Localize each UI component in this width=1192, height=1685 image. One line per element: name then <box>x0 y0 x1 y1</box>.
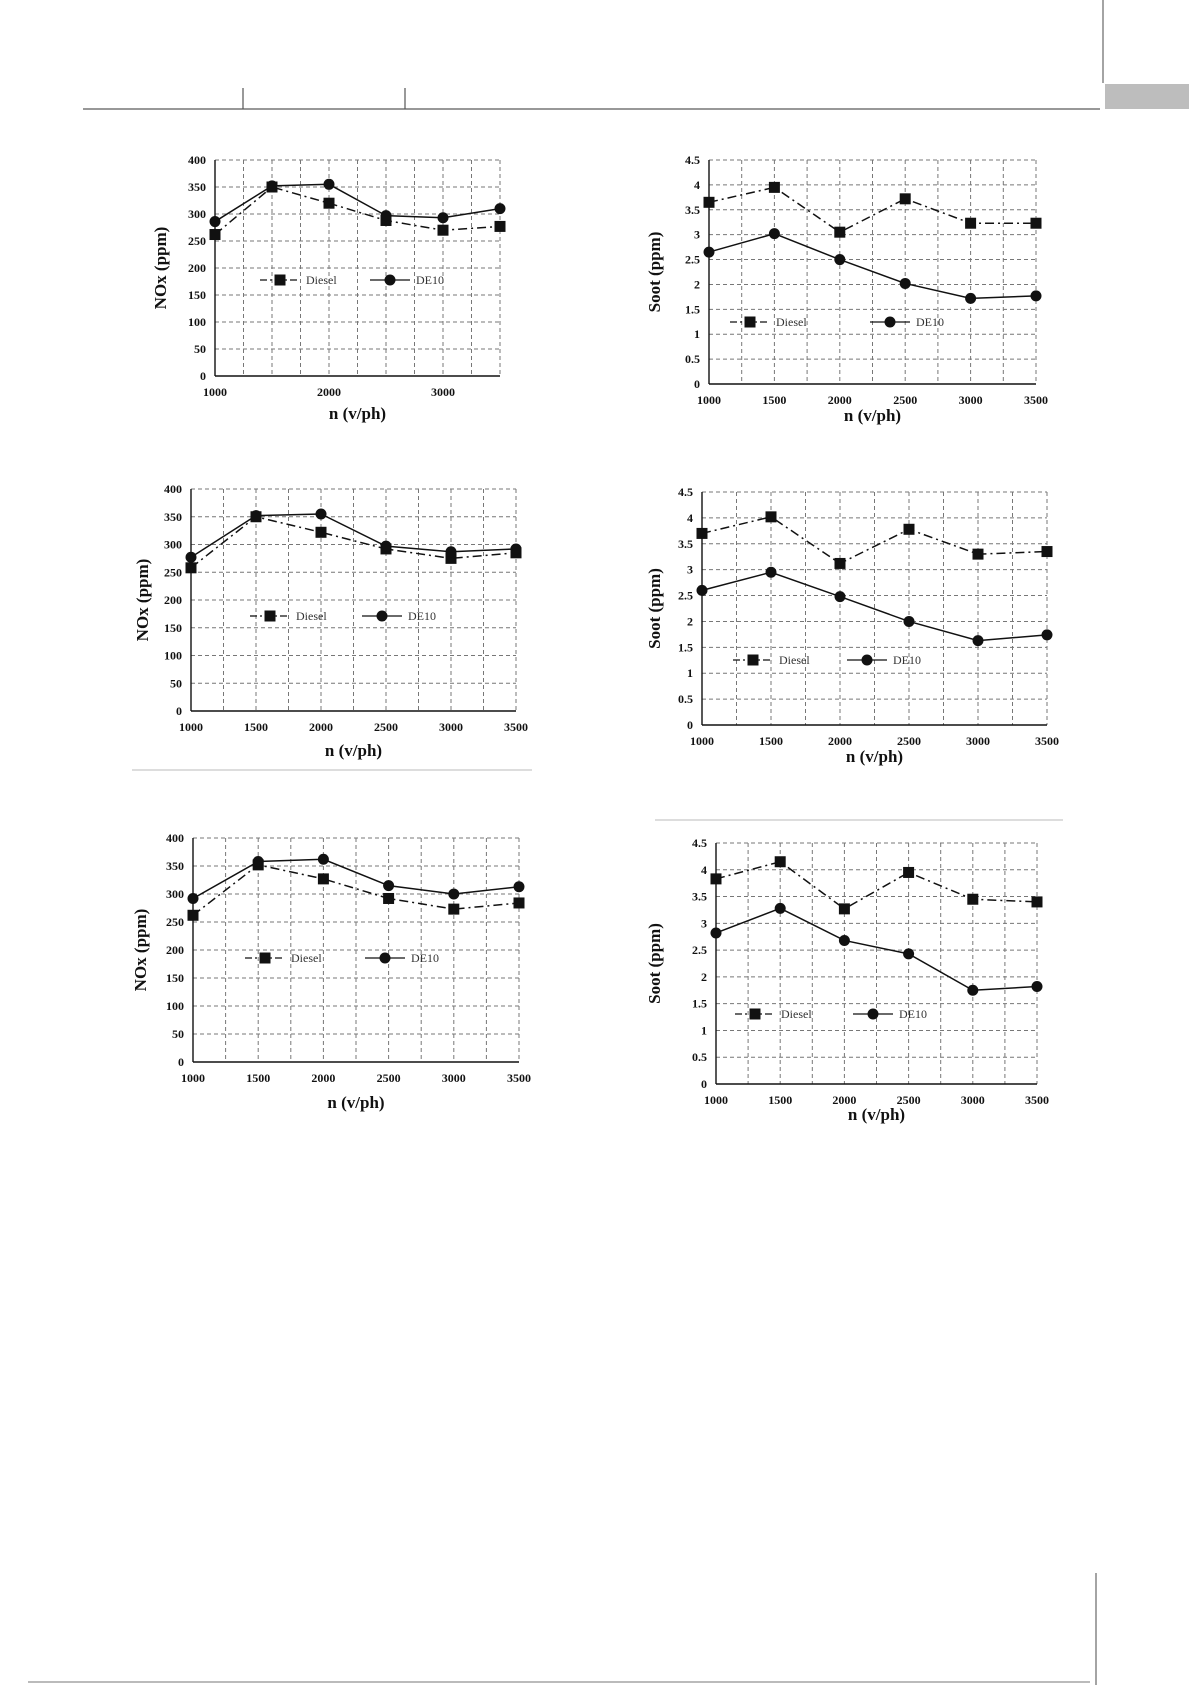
chart-6-x-tick-label: 1000 <box>704 1093 728 1107</box>
chart-4-y-tick-label: 2 <box>687 614 693 629</box>
chart-2-y-tick-label: 4 <box>694 177 700 192</box>
chart-6-point-diesel <box>711 873 722 884</box>
chart-6-y-tick-label: 2.5 <box>692 943 707 958</box>
chart-4-y-axis-title: Soot (ppm) <box>645 568 664 649</box>
chart-1-legend-label: DE10 <box>416 273 444 287</box>
chart-2-x-tick-label: 3000 <box>958 393 983 407</box>
chart-6-point-de10 <box>967 985 978 996</box>
chart-6-y-tick-label: 4 <box>701 862 707 877</box>
chart-3-x-tick-label: 2000 <box>309 720 333 734</box>
chart-2-y-tick-label: 1 <box>694 327 700 342</box>
chart-3-y-tick-label: 400 <box>164 482 182 496</box>
chart-2-y-tick-label: 1.5 <box>685 302 700 317</box>
chart-2-y-tick-label: 2.5 <box>685 252 700 267</box>
chart-6-legend <box>735 1007 927 1021</box>
chart-4-y-tick-label: 3.5 <box>678 536 693 551</box>
chart-1-x-tick-label: 2000 <box>317 385 341 399</box>
chart-6-legend-label: Diesel <box>781 1007 812 1021</box>
chart-4-x-tick-label: 2500 <box>897 734 921 748</box>
chart-1-x-tick-label: 1000 <box>203 385 227 399</box>
chart-5-y-tick-label: 0 <box>178 1055 184 1069</box>
chart-4-x-tick-label: 3500 <box>1035 734 1059 748</box>
chart-1-y-tick-label: 400 <box>188 153 206 167</box>
chart-2-y-tick-label: 4.5 <box>685 153 700 167</box>
chart-6-x-tick-label: 3500 <box>1025 1093 1049 1107</box>
chart-4-y-tick-label: 4.5 <box>678 485 693 499</box>
chart-4-x-tick-label: 2000 <box>828 734 852 748</box>
chart-6-point-de10 <box>839 935 850 946</box>
chart-6-point-diesel <box>1032 896 1043 907</box>
chart-6-y-tick-label: 3 <box>701 916 707 931</box>
chart-2-y-tick-label: 2 <box>694 277 700 292</box>
chart-2-x-tick-label: 2500 <box>893 393 918 407</box>
chart-4-y-tick-label: 2.5 <box>678 588 693 603</box>
chart-5-x-tick-label: 2000 <box>311 1071 336 1085</box>
chart-3-legend-label: DE10 <box>408 609 436 623</box>
chart-5-legend-label: DE10 <box>411 951 439 965</box>
chart-3-y-tick-label: 200 <box>164 593 182 607</box>
chart-2-x-tick-label: 1000 <box>697 393 721 407</box>
chart-1-y-tick-label: 0 <box>200 369 206 383</box>
chart-6-x-tick-label: 2000 <box>832 1093 857 1107</box>
chart-6-y-axis-title: Soot (ppm) <box>645 923 664 1004</box>
chart-1-y-tick-label: 300 <box>188 207 206 221</box>
chart-1-y-tick-label: 200 <box>188 261 206 275</box>
chart-3-legend-label: Diesel <box>296 609 327 623</box>
chart-6-grid <box>716 843 1037 1084</box>
chart-5-x-tick-label: 1500 <box>246 1071 271 1085</box>
chart-4-y-tick-label: 1 <box>687 666 693 681</box>
chart-4-legend-label: Diesel <box>779 653 810 667</box>
chart-6-y-tick-label: 1 <box>701 1023 707 1038</box>
chart-5-y-tick-label: 350 <box>166 859 184 873</box>
chart-6-point-de10 <box>775 903 786 914</box>
chart-3-x-axis-title: n (v/ph) <box>324 741 383 760</box>
chart-5-y-tick-label: 250 <box>166 915 184 929</box>
chart-1-legend-label: Diesel <box>306 273 337 287</box>
chart-6-x-tick-label: 3000 <box>960 1093 985 1107</box>
chart-6-legend-marker <box>750 1009 761 1020</box>
chart-4-legend-label: DE10 <box>893 653 921 667</box>
chart-2-x-axis-title: n (v/ph) <box>843 406 902 425</box>
chart-6-point-diesel <box>967 894 978 905</box>
chart-6-x-tick-label: 2500 <box>896 1093 921 1107</box>
chart-6-y-tick-label: 2 <box>701 969 707 984</box>
chart-6-legend-label: DE10 <box>899 1007 927 1021</box>
chart-4-y-tick-label: 0.5 <box>678 692 693 707</box>
chart-6-point-de10 <box>711 927 722 938</box>
chart-3-x-tick-label: 1500 <box>244 720 268 734</box>
chart-3-x-tick-label: 3000 <box>439 720 463 734</box>
chart-6-point-de10 <box>903 948 914 959</box>
chart-3-y-tick-label: 250 <box>164 565 182 580</box>
chart-3-y-tick-label: 50 <box>170 676 182 691</box>
chart-3-y-tick-label: 0 <box>176 704 182 718</box>
chart-6-legend-marker <box>868 1009 879 1020</box>
chart-6-x-axis-title: n (v/ph) <box>847 1105 906 1124</box>
chart-3-y-tick-label: 350 <box>164 509 182 524</box>
chart-4-x-tick-label: 1000 <box>690 734 714 748</box>
chart-6-y-tick-label: 0.5 <box>692 1050 707 1065</box>
chart-6-point-diesel <box>775 856 786 867</box>
chart-5-x-axis-title: n (v/ph) <box>327 1093 385 1112</box>
chart-2-legend-label: DE10 <box>916 315 944 329</box>
chart-3-x-tick-label: 1000 <box>179 720 203 734</box>
chart-5-legend-label: Diesel <box>291 951 322 965</box>
chart-2-y-axis-title: Soot (ppm) <box>645 231 664 313</box>
chart-2-x-tick-label: 3500 <box>1024 393 1048 407</box>
chart-6-x-tick-label: 1500 <box>768 1093 793 1107</box>
chart-3-y-tick-label: 300 <box>164 537 182 552</box>
chart-6-y-tick-label: 1.5 <box>692 996 707 1011</box>
chart-6-point-diesel <box>903 867 914 878</box>
chart-3-y-tick-label: 150 <box>164 620 182 635</box>
chart-2-legend-label: Diesel <box>776 315 807 329</box>
chart-5-x-tick-label: 3000 <box>441 1071 466 1085</box>
chart-6-y-tick-label: 3.5 <box>692 889 707 904</box>
chart-4-y-tick-label: 3 <box>687 562 693 577</box>
chart-5-y-tick-label: 100 <box>166 999 184 1013</box>
chart-1-y-tick-label: 350 <box>188 180 206 194</box>
chart-4-x-tick-label: 3000 <box>966 734 990 748</box>
chart-4-x-axis-title: n (v/ph) <box>845 747 904 766</box>
chart-1-y-tick-label: 50 <box>194 342 206 356</box>
chart-1-x-axis-title: n (v/ph) <box>328 404 387 423</box>
chart-1-y-tick-label: 100 <box>188 315 206 329</box>
chart-5-y-tick-label: 400 <box>166 831 184 845</box>
chart-1-y-axis-title: NOx (ppm) <box>151 226 170 310</box>
chart-4-y-tick-label: 4 <box>687 510 693 525</box>
chart-1-y-tick-label: 250 <box>188 234 206 248</box>
chart-3-x-tick-label: 2500 <box>374 720 398 734</box>
chart-1-y-tick-label: 150 <box>188 288 206 302</box>
chart-3-y-axis-title: NOx (ppm) <box>133 558 152 642</box>
chart-5-y-tick-label: 50 <box>172 1027 184 1041</box>
chart-2-y-tick-label: 0 <box>694 377 700 391</box>
chart-5-y-tick-label: 150 <box>166 971 184 985</box>
chart-5-x-tick-label: 3500 <box>507 1071 531 1085</box>
chart-6-point-diesel <box>839 903 850 914</box>
chart-4-x-tick-label: 1500 <box>759 734 783 748</box>
chart-2-x-tick-label: 1500 <box>762 393 787 407</box>
chart-5-y-tick-label: 300 <box>166 887 184 901</box>
chart-3-x-tick-label: 3500 <box>504 720 528 734</box>
chart-1-x-tick-label: 3000 <box>431 385 455 399</box>
chart-4-y-tick-label: 0 <box>687 718 693 732</box>
chart-6-y-tick-label: 4.5 <box>692 836 707 850</box>
chart-6-y-tick-label: 0 <box>701 1077 707 1091</box>
chart-2-y-tick-label: 0.5 <box>685 352 700 367</box>
chart-2-y-tick-label: 3 <box>694 227 700 242</box>
chart-5-y-axis-title: NOx (ppm) <box>131 908 150 992</box>
chart-4-y-tick-label: 1.5 <box>678 640 693 655</box>
chart-5-y-tick-label: 200 <box>166 943 184 957</box>
chart-6-point-de10 <box>1032 981 1043 992</box>
chart-3-y-tick-label: 100 <box>164 648 182 663</box>
chart-5-x-tick-label: 1000 <box>181 1071 205 1085</box>
chart-2-x-tick-label: 2000 <box>827 393 852 407</box>
chart-5-x-tick-label: 2500 <box>376 1071 401 1085</box>
chart-2-y-tick-label: 3.5 <box>685 202 700 217</box>
